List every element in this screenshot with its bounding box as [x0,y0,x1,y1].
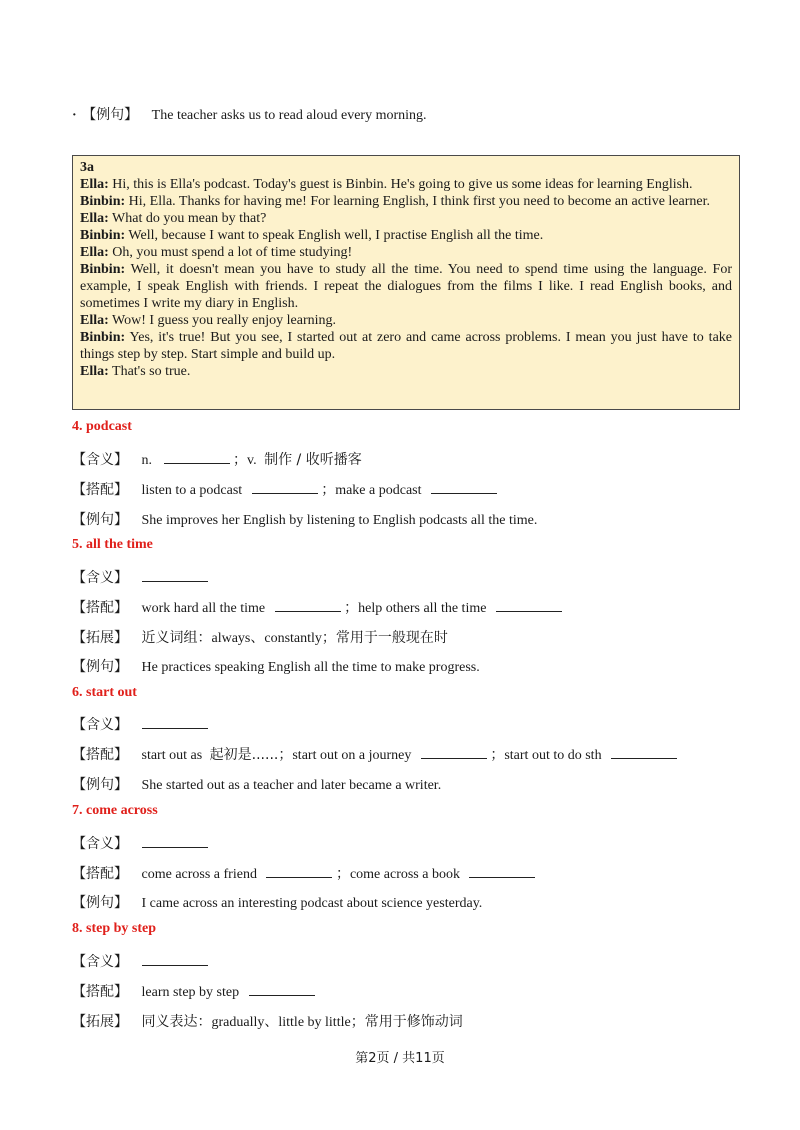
speaker: Ella: [80,245,109,260]
example-tag: 【例句】 [72,512,128,528]
meaning-tag: 【含义】 [72,717,128,733]
dialogue-line [80,312,732,329]
extension-tag: 【拓展】 [72,1014,128,1030]
example-text: I came across an interesting podcast about science yesterday. [141,896,483,911]
entry-heading-all-the-time: 5. all the time [72,537,153,552]
utterance: Well, because I want to speak English well, I practise English all the time. [128,228,544,243]
collocation-tag: 【搭配】 [72,984,128,1000]
meaning-pos-noun: n. [141,453,152,468]
utterance: Yes, it's true! But you see, I started out at zero and came across problems. I mean you just have to take things step by step. Start simple and build up. [80,330,732,362]
speaker: Ella: [80,211,109,226]
example-tag: 【例句】 [72,895,128,911]
collocation-text: ；come across a book [335,867,460,882]
example-tag: 【例句】 [72,659,128,675]
collocation-tag: 【搭配】 [72,866,128,882]
answer-blank[interactable] [469,865,535,878]
dialogue-line [80,261,732,312]
answer-blank[interactable] [252,481,318,494]
meaning-line [72,449,362,469]
answer-blank[interactable] [142,569,208,582]
collocation-text: listen to a podcast [141,483,243,498]
example-line [72,892,482,912]
collocation-tag: 【搭配】 [72,482,128,498]
dialogue-line [80,210,732,227]
collocation-text: ；help others all the time [344,601,487,616]
meaning-tag: 【含义】 [72,452,128,468]
example-line [72,509,537,529]
entry-heading-podcast: 4. podcast [72,419,132,434]
meaning-tag: 【含义】 [72,570,128,586]
answer-blank[interactable] [164,451,230,464]
collocation-tag: 【搭配】 [72,747,128,763]
collocation-text: start out as [141,748,203,763]
extension-tag: 【拓展】 [72,630,128,646]
utterance: Hi, Ella. Thanks for having me! For learning English, I think first you need to become an active learner. [128,194,710,209]
utterance: Oh, you must spend a lot of time studying! [112,245,353,260]
utterance: Hi, this is Ella's podcast. Today's guest is Binbin. He's going to give us some ideas for learning English. [112,177,693,192]
speaker: Binbin: [80,262,126,277]
collocation-text: ；start out to do sth [490,748,602,763]
dialogue-line [80,193,732,210]
collocation-line [72,981,315,1001]
extension-line [72,1011,463,1031]
entry-heading-come-across: 7. come across [72,803,158,818]
speaker: Ella: [80,177,109,192]
answer-blank[interactable] [431,481,497,494]
dialogue-line [80,363,732,380]
speaker: Binbin: [80,228,126,243]
answer-blank[interactable] [142,953,208,966]
example-text: She started out as a teacher and later became a writer. [141,778,442,793]
collocation-text: learn step by step [141,985,240,1000]
meaning-line [72,567,208,587]
speaker: Ella: [80,364,109,379]
bullet: · [72,108,77,123]
meaning-line [72,714,208,734]
answer-blank[interactable] [142,835,208,848]
entry-heading-step-by-step: 8. step by step [72,921,157,936]
dialogue-title: 3a [80,160,94,175]
speaker: Ella: [80,313,109,328]
collocation-text: start out on a journey [292,748,412,763]
example-text: He practices speaking English all the time to make progress. [141,660,480,675]
dialogue-line [80,329,732,363]
collocation-line [72,744,677,764]
collocation-tag: 【搭配】 [72,600,128,616]
extension-line [72,627,448,647]
example-text: The teacher asks us to read aloud every morning. [151,108,427,123]
top-example-line [72,104,427,124]
answer-blank[interactable] [421,746,487,759]
example-line [72,774,441,794]
example-text: She improves her English by listening to English podcasts all the time. [141,513,538,528]
example-tag: 【例句】 [82,107,139,123]
meaning-line [72,833,208,853]
answer-blank[interactable] [249,983,315,996]
entry-heading-start-out: 6. start out [72,685,137,700]
utterance: Well, it doesn't mean you have to study all the time. You need to spend time using the language. For example, I speak English with friends. I repeat the dialogues from the films I like. I read English books, and sometimes I write my diary in English. [80,262,732,311]
extension-words: gradually、little by little [211,1015,351,1030]
utterance: What do you mean by that? [112,211,267,226]
speaker: Binbin: [80,330,126,345]
collocation-text: work hard all the time [141,601,266,616]
collocation-line [72,863,535,883]
extension-words: always、constantly [211,631,322,646]
speaker: Binbin: [80,194,126,209]
meaning-tag: 【含义】 [72,836,128,852]
example-tag: 【例句】 [72,777,128,793]
collocation-text: come across a friend [141,867,257,882]
collocation-gloss: 起初是......； [209,747,293,763]
utterance: Wow! I guess you really enjoy learning. [112,313,337,328]
answer-blank[interactable] [142,716,208,729]
meaning-tag: 【含义】 [72,954,128,970]
dialogue-line [80,227,732,244]
extension-note: ；常用于修饰动词 [350,1014,463,1030]
meaning-pos-verb: ；v. [233,453,257,468]
answer-blank[interactable] [266,865,332,878]
extension-label: 同义表达： [141,1014,212,1030]
dialogue-line [80,244,732,261]
meaning-line [72,951,208,971]
answer-blank[interactable] [496,599,562,612]
page-number: 第2页 / 共11页 [355,1051,445,1066]
meaning-text: 制作 / 收听播客 [264,452,362,468]
answer-blank[interactable] [275,599,341,612]
answer-blank[interactable] [611,746,677,759]
extension-label: 近义词组： [141,630,212,646]
dialogue-box [72,155,740,410]
dialogue-line [80,176,732,193]
collocation-text: ；make a podcast [321,483,422,498]
extension-note: ；常用于一般现在时 [321,630,448,646]
example-line [72,656,480,676]
collocation-line [72,479,497,499]
collocation-line [72,597,562,617]
utterance: That's so true. [112,364,191,379]
